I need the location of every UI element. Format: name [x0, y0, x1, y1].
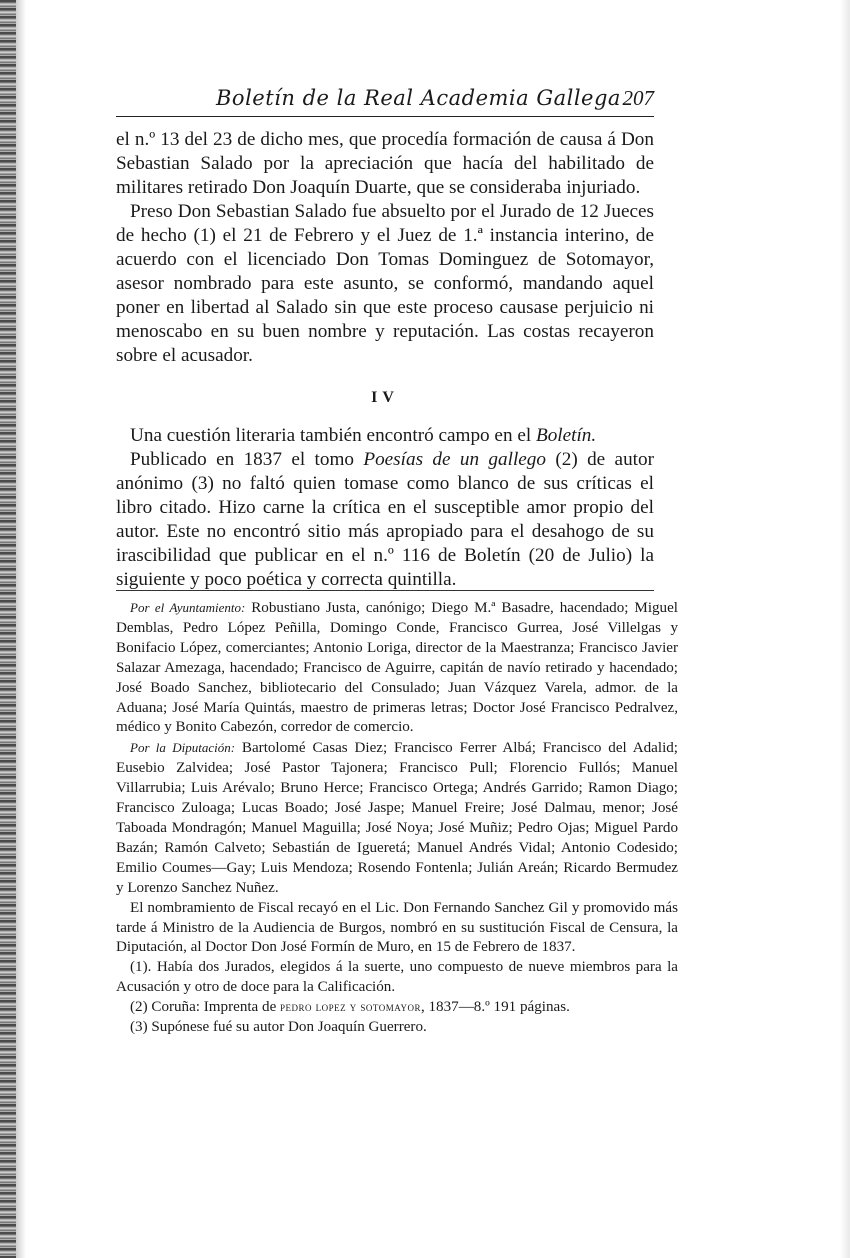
paragraph-2: Preso Don Sebastian Salado fue absuelto por el Jurado de 12 Jueces de hecho (1) el 21 de Febrero y el Juez de 1.ª instancia interino, de acuerdo con el licenciado Don Tomas Dominguez de Sotomayor, asesor nombrado para este asunto, se conformó, mandando aquel poner en libertad al Salado sin que este proceso causase perjuicio ni menoscabo en su buen nombre y reputación. Las costas recayeron sobre el acusador. — [116, 201, 654, 366]
page-number: 207 — [622, 86, 654, 110]
paragraph-3 — [116, 424, 654, 448]
boletin-title: Boletín. — [535, 425, 597, 446]
running-header — [116, 86, 654, 117]
section-heading: IV — [371, 389, 399, 406]
note-diputacion-text: Bartolomé Casas Diez; Francisco Ferrer Albá; Francisco del Adalid; Eusebio Zalvidea; José Pastor Tajonera; Francisco Pull; Florencio Fullós; Manuel Villarrubia; Luis Arévalo; Bruno Herce; Francisco Ortega; Andrés Garrido; Ramon Diago; Francisco Zuloaga; Lucas Boado; José Jaspe; Manuel Freire; José Dalmau, menor; José Taboada Mondragón; Manuel Maguilla; José Noya; José Muñiz; Pedro Ojas; Miguel Pardo Bazán; Ramón Calveto; Sebastián de Igueretá; Manuel Andrés Vidal; Antonio Codesido; Emilio Coumes—Gay; Luis Mendoza; Rosendo Fontenla; Julián Areán; Ricardo Bermudez y Lorenzo Sanchez Nuñez. — [116, 740, 678, 896]
note-ayuntamiento-lead: Por el Ayuntamiento: — [130, 600, 246, 615]
paragraph-3-text: Una cuestión literaria también encontró campo en el — [130, 425, 536, 446]
footnote-2-text-b: , 1837—8.º 191 páginas. — [420, 999, 570, 1016]
book-binding-edge — [0, 0, 16, 1258]
page-edge-shadow — [840, 0, 850, 1258]
paragraph-4 — [116, 448, 654, 592]
book-title: Poesías de un gallego — [363, 449, 546, 470]
main-text — [116, 128, 654, 592]
paragraph-4-text-b: (2) de autor anónimo (3) no faltó quien tomase como blanco de sus críticas el libro citado. Hizo carne la crítica en el susceptible amor propio del autor. Este no encontró sitio más apropiado para el desahogo de su irascibilidad que publicar en el n.º 116 de Boletín (20 de Julio) la siguiente y poco poética y correcta quintilla. — [116, 449, 654, 590]
running-title: Boletín de la Real Academia Gallega — [216, 86, 621, 110]
footnote-2 — [116, 998, 678, 1018]
note-diputacion — [116, 738, 678, 898]
footnote-rule — [116, 590, 654, 591]
footnote-2-text-a: (2) Coruña: Imprenta de — [130, 999, 281, 1016]
paragraph-4-text-a: Publicado en 1837 el tomo — [130, 449, 364, 470]
footnote-2-printer: pedro lopez y sotomayor — [280, 1000, 421, 1015]
binding-shadow — [16, 0, 26, 1258]
note-diputacion-lead: Por la Diputación: — [130, 740, 236, 756]
note-ayuntamiento-text: Robustiano Justa, canónigo; Diego M.ª Basadre, hacendado; Miguel Demblas, Pedro López Peñilla, Domingo Conde, Francisco Gurrea, José Villelgas y Bonifacio López, comerciantes; Antonio Loriga, director de la Maestranza; Francisco Javier Salazar Amezaga, hacendado; Francisco de Aguirre, capitán de navío retirado y hacendado; José Boado Sanchez, bibliotecario del Consulado; Juan Vázquez Varela, admor. de la Aduana; José María Quintás, maestro de primeras letras; Doctor José Francisco Pedralvez, médico y Bonito Cabezón, corredor de comercio. — [116, 600, 678, 736]
note-ayuntamiento — [116, 598, 678, 738]
footnote-3: (3) Supónese fué su autor Don Joaquín Guerrero. — [130, 1019, 427, 1036]
note-fiscal: El nombramiento de Fiscal recayó en el Lic. Don Fernando Sanchez Gil y promovido más tarde á Ministro de la Audiencia de Burgos, nombró en su sustitución Fiscal de Censura, la Diputación, al Doctor Don José Formín de Muro, en 15 de Febrero de 1837. — [116, 899, 678, 956]
paragraph-1: el n.º 13 del 23 de dicho mes, que procedía formación de causa á Don Sebastian Salado por la apreciación que hacía del habilitado de militares retirado Don Joaquín Duarte, que se consideraba injuriado. — [116, 129, 654, 198]
footnotes — [116, 598, 678, 1038]
footnote-1: (1). Había dos Jurados, elegidos á la suerte, uno compuesto de nueve miembros para la Acusación y otro de doce para la Calificación. — [116, 959, 678, 996]
